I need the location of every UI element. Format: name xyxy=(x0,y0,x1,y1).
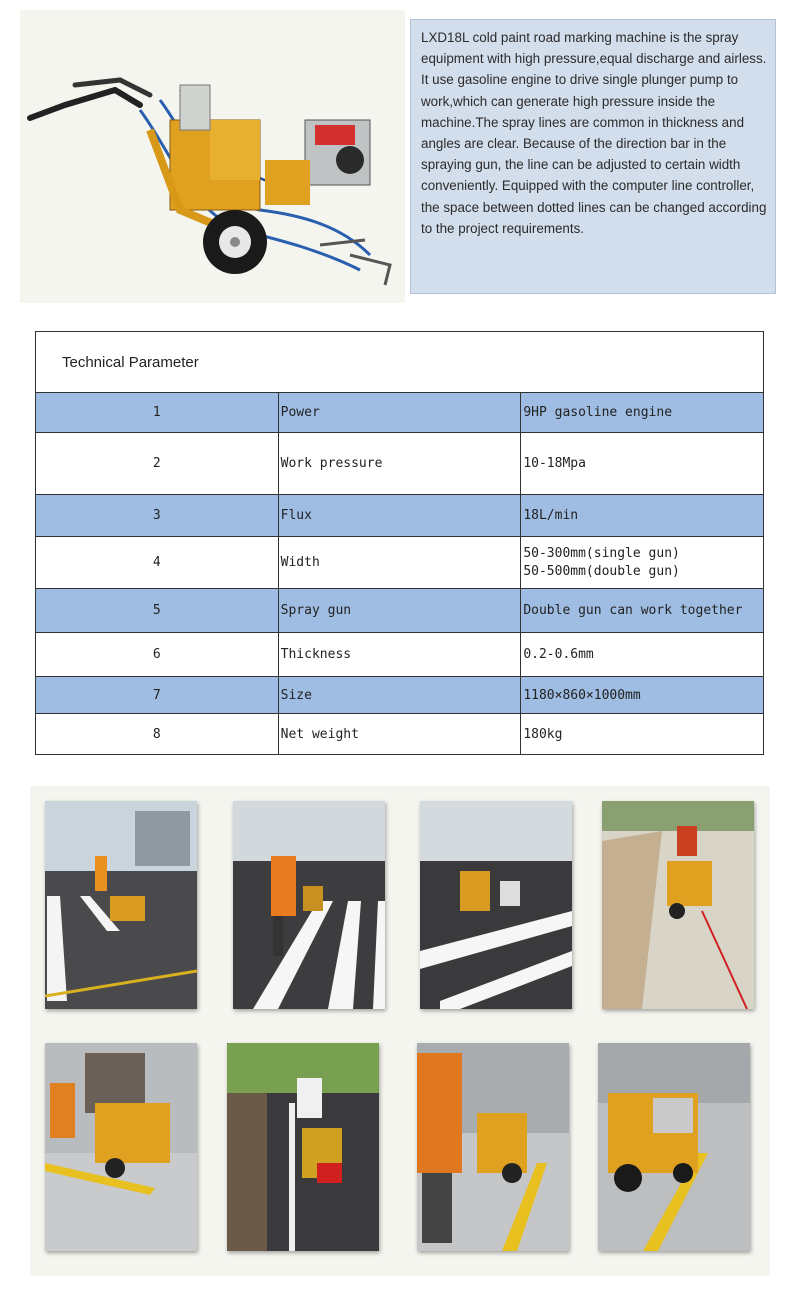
table-row xyxy=(36,714,764,755)
table-row xyxy=(36,433,764,495)
param-value: 50-300mm(single gun) xyxy=(523,545,680,561)
row-number: 8 xyxy=(36,714,279,755)
machine-photo xyxy=(20,10,405,303)
param-value: 18L/min xyxy=(521,495,764,537)
row-number: 6 xyxy=(36,633,279,677)
param-value: 1180×860×1000mm xyxy=(521,677,764,714)
param-value: 0.2-0.6mm xyxy=(521,633,764,677)
site-photo xyxy=(45,801,197,1009)
site-photo xyxy=(233,801,385,1009)
row-number: 2 xyxy=(36,433,279,495)
param-value: 180kg xyxy=(521,714,764,755)
table-row xyxy=(36,677,764,714)
param-name: Work pressure xyxy=(278,433,521,495)
table-row xyxy=(36,589,764,633)
param-value: 10-18Mpa xyxy=(521,433,764,495)
table-row xyxy=(36,393,764,433)
param-name: Power xyxy=(278,393,521,433)
row-number: 3 xyxy=(36,495,279,537)
row-number: 4 xyxy=(36,537,279,589)
site-photo-gallery xyxy=(30,786,770,1276)
param-name: Net weight xyxy=(278,714,521,755)
param-name: Size xyxy=(278,677,521,714)
param-value-secondary: 50-500mm(double gun) xyxy=(523,563,680,579)
param-name: Flux xyxy=(278,495,521,537)
site-photo xyxy=(227,1043,379,1251)
table-row xyxy=(36,495,764,537)
table-title: Technical Parameter xyxy=(36,332,764,393)
table-row xyxy=(36,537,764,589)
param-name: Width xyxy=(278,537,521,589)
param-name: Thickness xyxy=(278,633,521,677)
technical-parameter-table xyxy=(35,331,764,755)
row-number: 5 xyxy=(36,589,279,633)
param-name: Spray gun xyxy=(278,589,521,633)
table-title-row xyxy=(36,332,764,393)
table-row xyxy=(36,633,764,677)
product-description: LXD18L cold paint road marking machine is the spray equipment with high pressure,equal discharge and airless. It use gasoline engine to drive single plunger pump to work,which can generate high pressure inside the machine.The spray lines are common in thickness and angles are clear. Because of the direction bar in the spraying gun, the line can be adjusted to certain width conveniently. Equipped with the computer line controller, the space between dotted lines can be changed according to the project requirements. xyxy=(410,19,776,294)
param-value: Double gun can work together xyxy=(521,589,764,633)
site-photo xyxy=(420,801,572,1009)
row-number: 7 xyxy=(36,677,279,714)
site-photo xyxy=(417,1043,569,1251)
site-photo xyxy=(45,1043,197,1251)
row-number: 1 xyxy=(36,393,279,433)
site-photo xyxy=(602,801,754,1009)
param-value: 9HP gasoline engine xyxy=(521,393,764,433)
param-value-cell xyxy=(521,537,764,589)
site-photo xyxy=(598,1043,750,1251)
